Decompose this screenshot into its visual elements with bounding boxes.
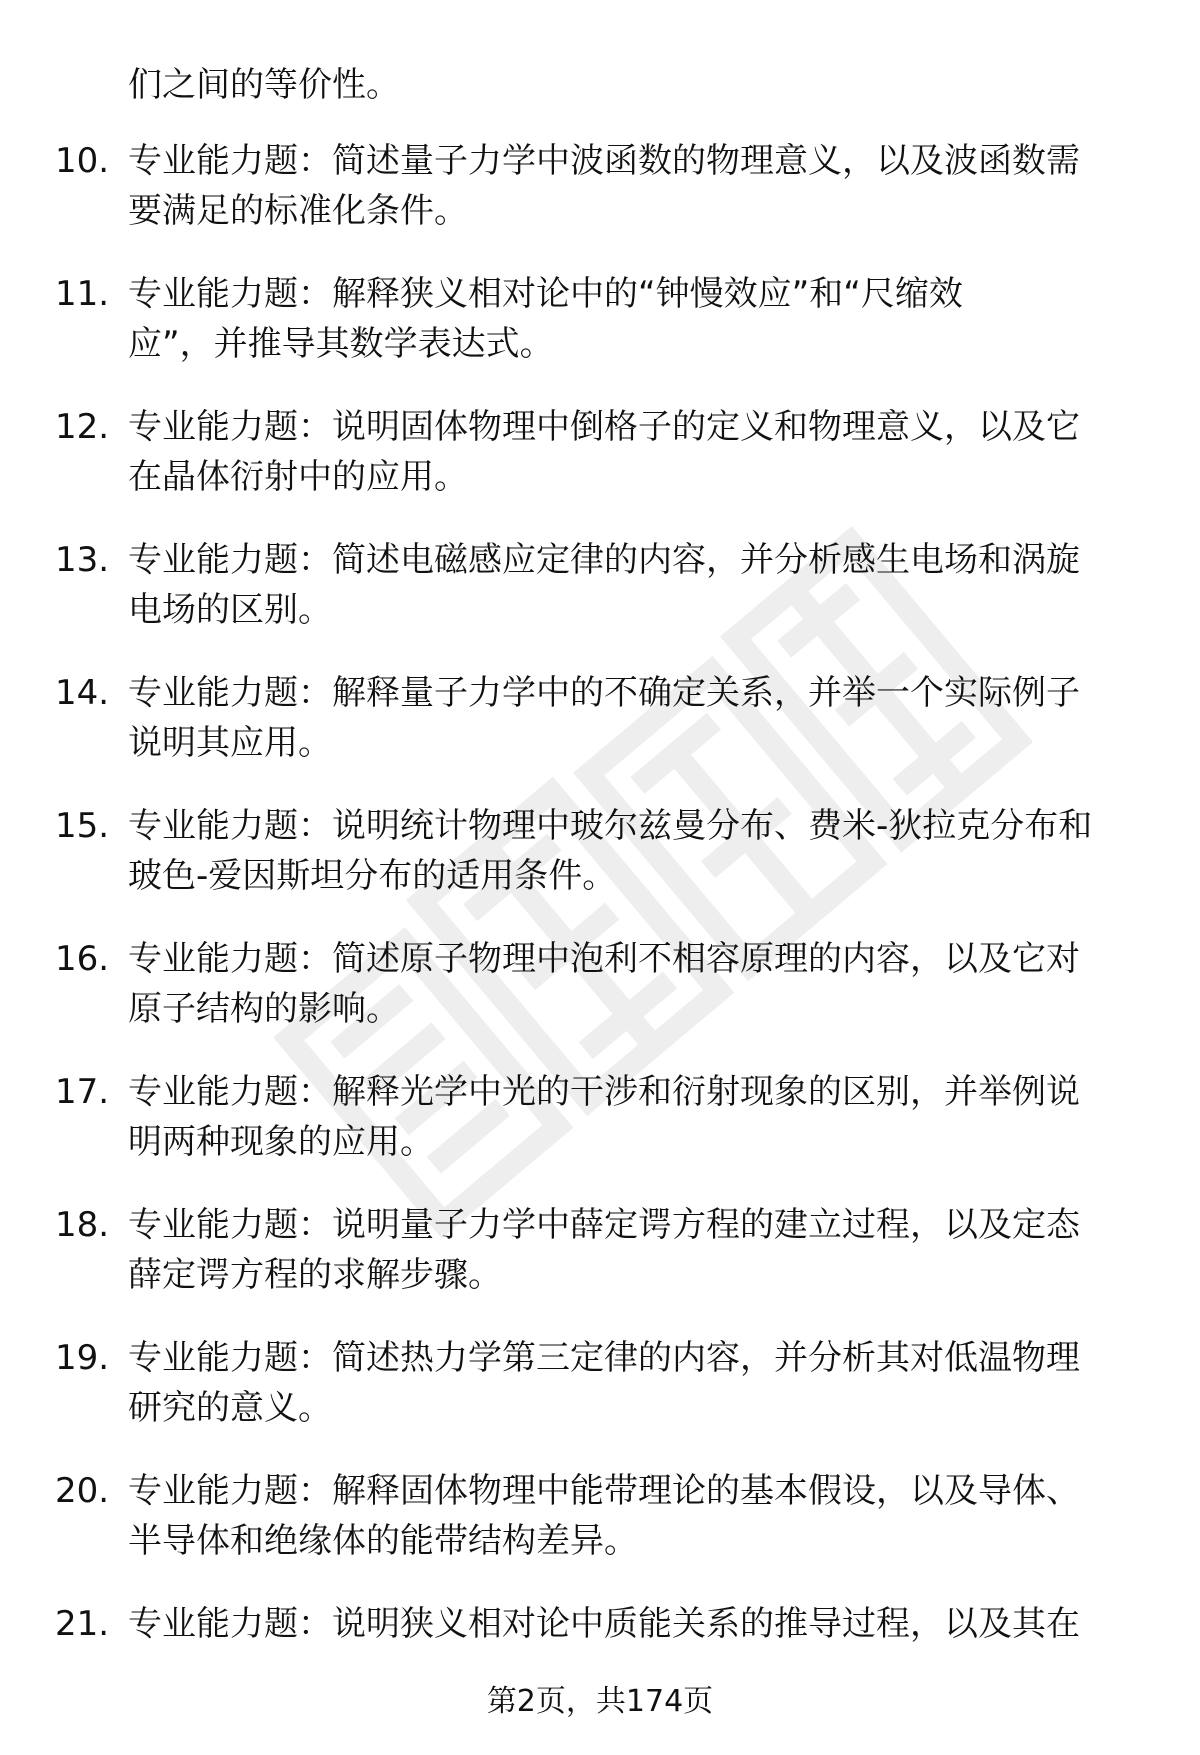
- question-text-line: 专业能力题：说明狭义相对论中质能关系的推导过程，以及其在: [128, 1604, 1080, 1644]
- question-text: [128, 801, 1148, 901]
- question-item: [0, 269, 1200, 402]
- question-text: [128, 1067, 1148, 1167]
- question-text-line: 专业能力题：解释固体物理中能带理论的基本假设，以及导体、: [128, 1471, 1080, 1511]
- question-number: 13.: [55, 540, 110, 580]
- question-item: [0, 934, 1200, 1067]
- question-text-line: 研究的意义。: [128, 1388, 332, 1428]
- question-text-line: 专业能力题：简述热力学第三定律的内容，并分析其对低温物理: [128, 1338, 1080, 1378]
- question-item: [0, 402, 1200, 535]
- question-text: [128, 402, 1148, 502]
- question-item: [0, 1333, 1200, 1466]
- question-item: [0, 535, 1200, 668]
- question-text: [128, 1200, 1148, 1300]
- question-item: [0, 668, 1200, 801]
- question-text-line: 专业能力题：简述电磁感应定律的内容，并分析感生电场和涡旋: [128, 540, 1080, 580]
- question-text: [128, 269, 1148, 369]
- question-item: [0, 801, 1200, 934]
- question-text: [128, 535, 1148, 635]
- question-text: [128, 136, 1148, 236]
- question-item: [0, 1200, 1200, 1333]
- question-text-line: 专业能力题：说明固体物理中倒格子的定义和物理意义，以及它: [128, 407, 1080, 447]
- question-number: 15.: [55, 806, 110, 846]
- question-number: 12.: [55, 407, 110, 447]
- question-number: 16.: [55, 939, 110, 979]
- question-number: 17.: [55, 1072, 110, 1112]
- question-item: [0, 136, 1200, 269]
- question-text: [128, 1599, 1148, 1649]
- question-text-line: 要满足的标准化条件。: [128, 191, 468, 231]
- question-number: 11.: [55, 274, 110, 314]
- question-text-line: 在晶体衍射中的应用。: [128, 457, 468, 497]
- question-number: 18.: [55, 1205, 110, 1245]
- question-item: [0, 1067, 1200, 1200]
- question-text-line: 专业能力题：解释光学中光的干涉和衍射现象的区别，并举例说: [128, 1072, 1080, 1112]
- question-text: [128, 934, 1148, 1034]
- question-text-line: 专业能力题：解释量子力学中的不确定关系，并举一个实际例子: [128, 673, 1080, 713]
- question-number: 20.: [55, 1471, 110, 1511]
- question-number: 10.: [55, 141, 110, 181]
- question-text: [128, 1333, 1148, 1433]
- question-text-line: 薛定谔方程的求解步骤。: [128, 1255, 502, 1295]
- question-text-line: 说明其应用。: [128, 723, 332, 763]
- question-number: 19.: [55, 1338, 110, 1378]
- question-text-line: 专业能力题：说明统计物理中玻尔兹曼分布、费米-狄拉克分布和: [128, 806, 1093, 846]
- question-text-line: 电场的区别。: [128, 590, 332, 630]
- question-text-line: 玻色-爱因斯坦分布的适用条件。: [128, 856, 617, 896]
- question-number: 21.: [55, 1604, 110, 1644]
- question-text-line: 明两种现象的应用。: [128, 1122, 434, 1162]
- question-text-line: 专业能力题：解释狭义相对论中的“钟慢效应”和“尺缩效: [128, 274, 963, 314]
- question-text-line: 应”，并推导其数学表达式。: [128, 324, 554, 364]
- question-text: [128, 668, 1148, 768]
- question-list: [0, 136, 1200, 1732]
- page-number: 第2页，共174页: [486, 1684, 714, 1719]
- question-text-line: 专业能力题：说明量子力学中薛定谔方程的建立过程，以及定态: [128, 1205, 1080, 1245]
- question-number: 14.: [55, 673, 110, 713]
- question-text-line: 专业能力题：简述原子物理中泡利不相容原理的内容，以及它对: [128, 939, 1080, 979]
- question-text: [128, 1466, 1148, 1566]
- question-text-line: 半导体和绝缘体的能带结构差异。: [128, 1521, 638, 1561]
- question-item: [0, 1466, 1200, 1599]
- question-text-line: 原子结构的影响。: [128, 989, 400, 1029]
- continuation-text: 们之间的等价性。: [128, 65, 400, 105]
- question-text-line: 专业能力题：简述量子力学中波函数的物理意义，以及波函数需: [128, 141, 1080, 181]
